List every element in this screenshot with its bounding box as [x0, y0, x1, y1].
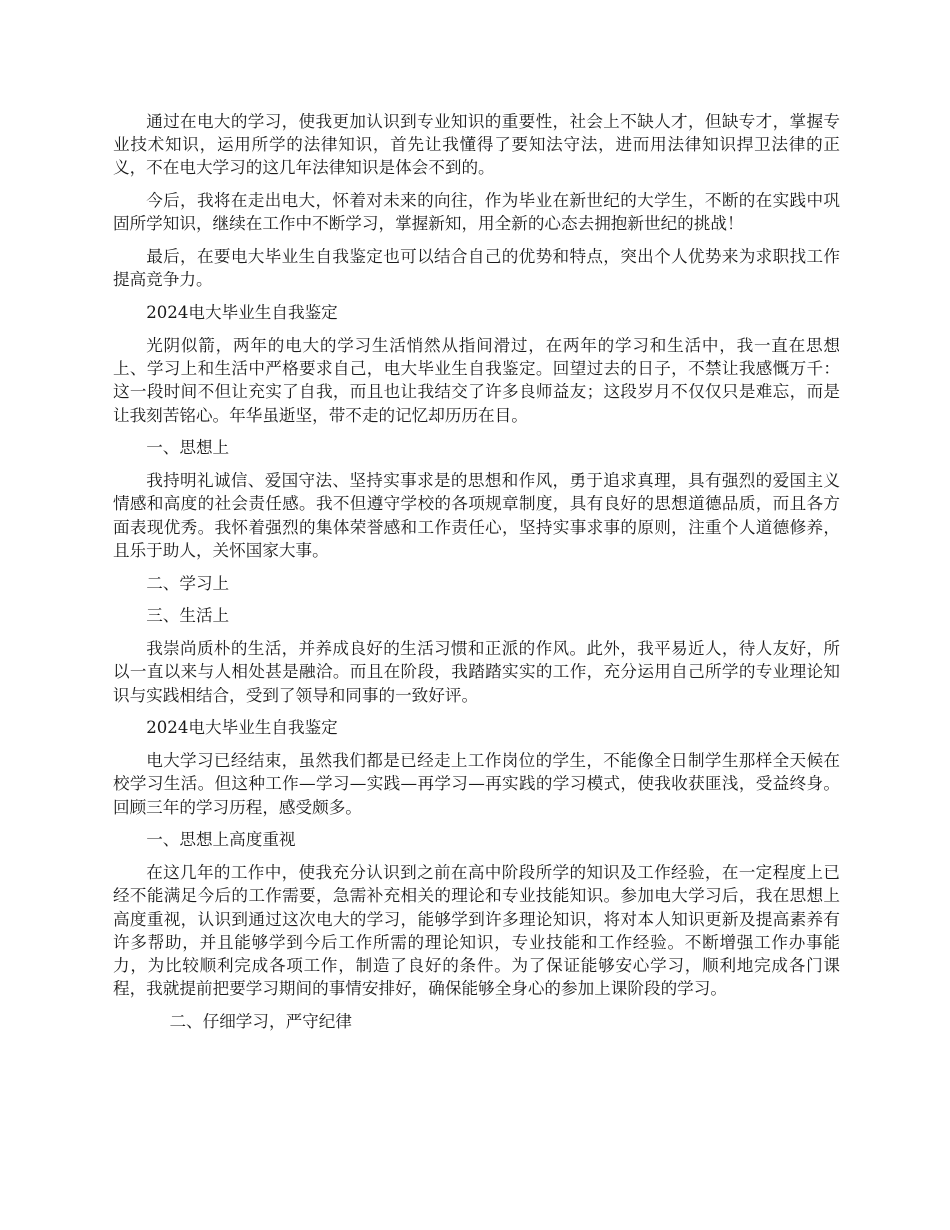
- section-heading: 2024电大毕业生自我鉴定: [146, 303, 338, 323]
- paragraph: 最后，在要电大毕业生自我鉴定也可以结合自己的优势和特点，突出个人优势来为求职找工作提高竞争力。: [113, 247, 840, 290]
- paragraph: 光阴似箭，两年的电大的学习生活悄然从指间滑过，在两年的学习和生活中，我一直在思想上、学习上和生活中严格要求自己，电大毕业生自我鉴定。回望过去的日子，不禁让我感慨万千：这一段时间不但让充实了自我，而且也让我结交了许多良师益友；这段岁月不仅仅只是难忘，而是让我刻苦铭心。年华虽逝坚，带不走的记忆却历历在目。: [113, 336, 840, 425]
- document-page: [113, 110, 840, 1043]
- paragraph: 我崇尚质朴的生活，并养成良好的生活习惯和正派的作风。此外，我平易近人，待人友好，所以一直以来与人相处甚是融洽。而且在阶段，我踏踏实实的工作，充分运用自己所学的专业理论知识与实践相结合，受到了领导和同事的一致好评。: [113, 639, 840, 705]
- section-heading: 二、仔细学习，严守纪律: [169, 1012, 352, 1032]
- section-heading: 一、思想上高度重视: [146, 830, 296, 850]
- paragraph: 今后，我将在走出电大，怀着对未来的向往，作为毕业在新世纪的大学生，不断的在实践中巩固所学知识，继续在工作中不断学习，掌握新知，用全新的心态去拥抱新世纪的挑战！: [113, 191, 840, 234]
- paragraph: 我持明礼诚信、爱国守法、坚持实事求是的思想和作风，勇于追求真理，具有强烈的爱国主义情感和高度的社会责任感。我不但遵守学校的各项规章制度，具有良好的思想道德品质，而且各方面表现优秀。我怀着强烈的集体荣誉感和工作责任心，坚持实事求事的原则，注重个人道德修养，且乐于助人，关怀国家大事。: [113, 471, 840, 560]
- paragraph: 电大学习已经结束，虽然我们都是已经走上工作岗位的学生，不能像全日制学生那样全天候在校学习生活。但这种工作—学习—实践—再学习—再实践的学习模式，使我收获匪浅，受益终身。回顾三年的学习历程，感受颇多。: [113, 751, 840, 817]
- section-heading: 三、生活上: [146, 606, 230, 626]
- section-heading: 一、思想上: [146, 438, 230, 458]
- paragraph: 在这几年的工作中，使我充分认识到之前在高中阶段所学的知识及工作经验，在一定程度上已经不能满足今后的工作需要，急需补充相关的理论和专业技能知识。参加电大学习后，我在思想上高度重视，认识到通过这次电大的学习，能够学到许多理论知识，将对本人知识更新及提高素养有许多帮助，并且能够学到今后工作所需的理论知识，专业技能和工作经验。不断增强工作办事能力，为比较顺利完成各项工作，制造了良好的条件。为了保证能够安心学习，顺利地完成各门课程，我就提前把要学习期间的事情安排好，确保能够全身心的参加上课阶段的学习。: [113, 863, 840, 999]
- paragraph: 通过在电大的学习，使我更加认识到专业知识的重要性，社会上不缺人才，但缺专才，掌握专业技术知识，运用所学的法律知识，首先让我懂得了要知法守法，进而用法律知识捍卫法律的正义，不在电大学习的这几年法律知识是体会不到的。: [113, 112, 840, 178]
- section-heading: 2024电大毕业生自我鉴定: [146, 718, 338, 738]
- section-heading: 二、学习上: [146, 573, 230, 593]
